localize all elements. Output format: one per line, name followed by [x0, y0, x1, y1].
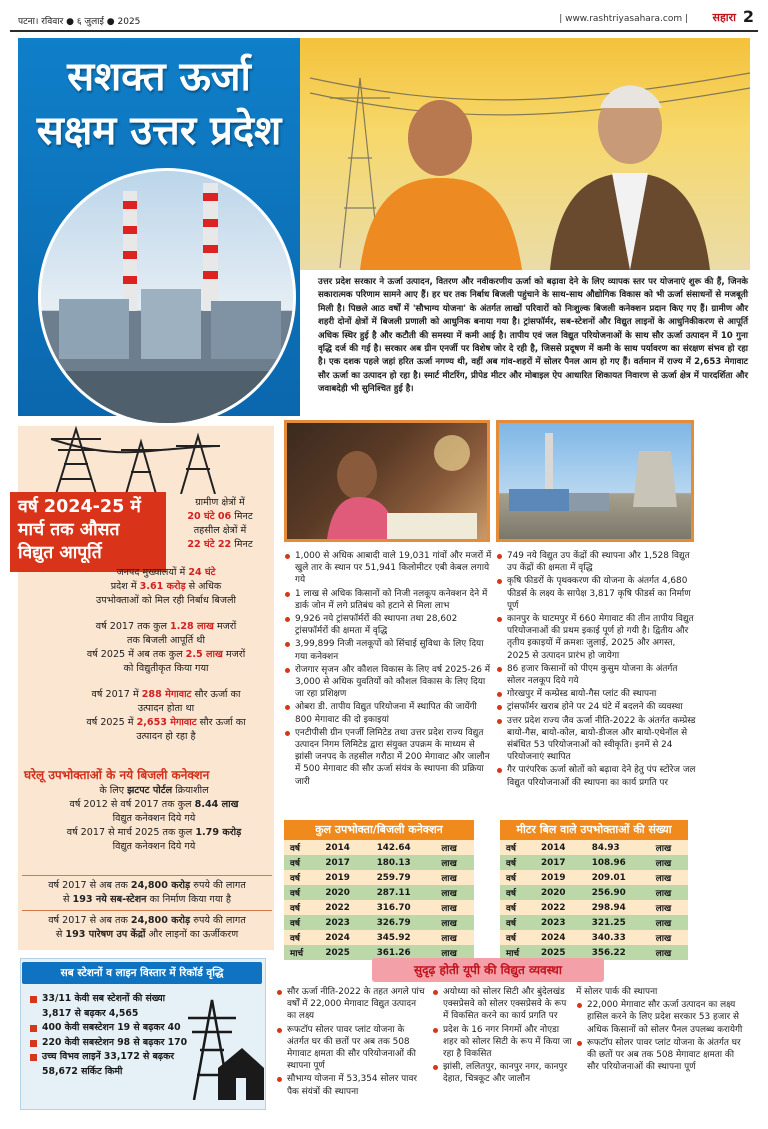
table_consumers-cell-label: वर्ष: [290, 843, 300, 854]
substation-cost-1: 24,800 करोड़: [130, 880, 191, 891]
connections-2012-2017: 8.44 लाख: [194, 799, 239, 810]
list-item: सौर ऊर्जा नीति-2022 के तहत अगले पांच वर्षों में 22,000 मेगावाट विद्युत उत्पादन का लक्ष्य: [276, 986, 426, 1023]
solar-line2: उत्पादन होता था: [137, 703, 195, 714]
record-growth-list: [28, 992, 192, 1079]
meters-table: [500, 820, 688, 960]
table_consumers-cell-year: 2017: [325, 857, 350, 868]
table_meters-cell-year: 2019: [541, 872, 566, 883]
col3-continuation: में सोलर पार्क की स्थापना: [576, 987, 658, 997]
table_consumers-cell-unit: लाख: [441, 918, 457, 929]
hero-title-line2: सक्षम उत्तर प्रदेश: [36, 108, 282, 154]
list-item: [28, 1050, 192, 1079]
tehsil-label: तहसील क्षेत्रों में: [193, 525, 247, 536]
domestic-line5: विद्युत कनेक्शन दिये गये: [112, 841, 196, 852]
table_meters-cell-value: 256.90: [591, 887, 626, 898]
list-item: एनटीपीसी ग्रीन एनर्जी लिमिटेड तथा उत्तर प्रदेश राज्य विद्युत उत्पादन निगम लिमिटेड द्वारा संयुक्त उपक्रम के माध्यम से झांसी जनपद के तहसील गरौठा में 200 मेगावाट और जालौन में 500 मेगावाट की सौर ऊर्जा संयंत्र के स्थापना की प्रक्रिया जारी: [284, 727, 492, 788]
table_consumers-cell-label: वर्ष: [290, 903, 300, 914]
district-text1: जनपद मुख्यालयों में: [116, 567, 186, 578]
meters-table-title: मीटर बिल वाले उपभोक्ताओं की संख्या: [500, 820, 688, 840]
table_consumers-cell-value: 316.70: [376, 902, 411, 913]
table_meters-cell-unit: लाख: [655, 933, 672, 944]
power-plant-illustration: [41, 171, 296, 426]
list-item: रोजगार सृजन और कौशल विकास के लिए वर्ष 2025-26 में 3,000 से अधिक युवतियों को कौशल विकास के लिए दिया जा रहा प्रशिक्षण: [284, 664, 492, 701]
table_consumers-cell-year: 2020: [325, 887, 350, 898]
table_meters-cell-unit: लाख: [655, 873, 672, 884]
table_consumers-cell-label: वर्ष: [290, 873, 300, 884]
table_consumers-cell-year: 2019: [325, 872, 350, 883]
solar-value-2025: 2,653 मेगावाट: [136, 717, 197, 728]
table-row: [284, 870, 474, 885]
majra-line3-a: वर्ष 2025 में अब तक कुल: [86, 649, 183, 660]
table-row: [500, 870, 688, 885]
table_consumers-cell-value: 259.79: [376, 872, 411, 883]
table_meters-cell-year: 2014: [541, 842, 566, 853]
record-growth-title: सब स्टेशनों व लाइन विस्तार में रिकॉर्ड वृद्धि: [22, 962, 262, 984]
rg-item-4-b: 58,672 सर्किट किमी: [42, 1065, 123, 1077]
tehsil-value: 22 घंटे 22: [187, 539, 232, 550]
list-item: 9,926 नये ट्रांसफॉर्मरों की स्थापना तथा 28,602 ट्रांसफॉर्मरों की क्षमता में वृद्धि: [284, 613, 492, 637]
table_consumers-cell-label: वर्ष: [290, 918, 300, 929]
substation-line1-a: वर्ष 2017 से अब तक: [48, 880, 128, 891]
table_meters-cell-label: वर्ष: [506, 873, 516, 884]
transmission-tower-icon: [36, 424, 236, 494]
table_consumers-cell-label: वर्ष: [290, 933, 300, 944]
table-row: [284, 915, 474, 930]
list-item: 3,99,899 निजी नलकूपों को सिंचाई सुविधा के लिए दिया गया कनेक्शन: [284, 638, 492, 662]
table_consumers-cell-value: 180.13: [376, 857, 411, 868]
leaders-photo: [300, 38, 750, 270]
table_meters-cell-value: 209.01: [591, 872, 626, 883]
table_consumers-cell-unit: लाख: [441, 948, 457, 959]
domestic-connections-heading: घरेलू उपभोक्ताओं के नये बिजली कनेक्शन: [24, 768, 210, 782]
solar-line1-a: वर्ष 2017 में: [91, 689, 139, 700]
district-stats: [60, 566, 272, 608]
table_meters-cell-label: वर्ष: [506, 858, 516, 869]
table_meters-cell-value: 298.94: [591, 902, 626, 913]
table_meters-cell-label: वर्ष: [506, 903, 516, 914]
list-item: [28, 992, 192, 1021]
list-item: 749 नये विद्युत उप केंद्रों की स्थापना और 1,528 विद्युत उप केंद्रों की क्षमता में वृद्धि: [496, 550, 696, 574]
substation-cost-2: 24,800 करोड़: [130, 915, 191, 926]
table_consumers-cell-unit: लाख: [441, 903, 457, 914]
table_meters-cell-year: 2023: [541, 917, 566, 928]
table_meters-cell-label: वर्ष: [506, 888, 516, 899]
domestic-line1-a: के लिए: [99, 785, 125, 796]
majra-value-2017: 1.28 लाख: [170, 621, 214, 632]
list-item: उत्तर प्रदेश राज्य जैव ऊर्जा नीति-2022 के अंतर्गत कम्प्रेस्ड बायो-गैस, बायो-कोल, बायो-डीजल और बायो-एथेनॉल से संबंधित 53 परियोजनाओं को स्वीकृति। इनमें से 24 परियोजनाएं स्थापित: [496, 715, 696, 764]
rural-label: ग्रामीण क्षेत्रों में: [195, 497, 245, 508]
solar-line3-a: वर्ष 2025 में: [86, 717, 134, 728]
list-item: कृषि फीडरों के पृथक्करण की योजना के अंतर्गत 4,680 फीडर्स के लक्ष्य के सापेक्ष 3,817 कृषि फीडर्स का निर्माण पूर्ण: [496, 575, 696, 612]
hero-title: [18, 50, 300, 158]
table_meters-cell-unit: लाख: [655, 888, 672, 899]
new-substations: 193 नये सब-स्टेशन: [72, 894, 147, 905]
list-item: गैर पारंपरिक ऊर्जा स्रोतों को बढ़ावा देने हेतु पंप स्टोरेज जल विद्युत परियोजनाओं की स्थापना का कार्य प्रगति पर: [496, 764, 696, 788]
table-row: [500, 885, 688, 900]
strong-up-title: सुदृढ़ होती यूपी की विद्युत व्यवस्था: [372, 958, 604, 982]
table-row: [500, 930, 688, 945]
substation-line4-b: और लाइनों का ऊर्जीकरण: [148, 929, 239, 940]
district-text3: से अधिक: [188, 581, 222, 592]
thermal-plant-photo: [496, 420, 694, 542]
substation-line2-a: से: [62, 894, 70, 905]
strong-up-col1: [276, 986, 426, 1099]
list-item: 22,000 मेगावाट सौर ऊर्जा उत्पादन का लक्ष्य हासिल करने के लिए प्रदेश सरकार 53 हजार से अधिक किसानों को सोलर पैनल उपलब्ध करायेगी: [576, 999, 748, 1036]
table_consumers-cell-year: 2022: [325, 902, 350, 913]
table_meters-cell-year: 2024: [541, 932, 566, 943]
table_consumers-cell-year: 2014: [325, 842, 350, 853]
table_consumers-cell-unit: लाख: [441, 933, 457, 944]
list-item: प्रदेश के 16 नगर निगमों और नोएडा शहर को सोलर सिटी के रूप में किया जा रहा है विकसित: [432, 1024, 572, 1061]
header-website: | www.rashtriyasahara.com |: [559, 14, 688, 24]
newspaper-logo: सहारा: [712, 11, 736, 24]
table_consumers-cell-unit: लाख: [441, 858, 457, 869]
table_consumers-cell-year: 2024: [325, 932, 350, 943]
table_meters-cell-unit: लाख: [655, 948, 672, 959]
table_meters-cell-value: 356.22: [591, 947, 626, 958]
table_consumers-cell-year: 2023: [325, 917, 350, 928]
solar-stats: [60, 688, 272, 744]
majra-line2: तक बिजली आपूर्ति थी: [127, 635, 205, 646]
consumers-table-body: [284, 840, 474, 960]
majra-line1-b: मजरों: [216, 621, 237, 632]
substation-stats: [22, 872, 272, 942]
list-item: 1,000 से अधिक आबादी वाले 19,031 गांवों और मजरों में खुले तार के स्थान पर 51,941 किलोमीटर एबी केबल लगाये गये: [284, 550, 492, 587]
district-value: 24 घंटे: [188, 567, 216, 578]
transmission-centers: 193 पारेषण उप केंद्रों: [65, 929, 146, 940]
substation-line3-b: रुपये की लागत: [193, 915, 246, 926]
list-item: 1 लाख से अधिक किसानों को निजी नलकूप कनेक्शन देने में डार्क जोन में लगे प्रतिबंध को हटाने से मिला लाभ: [284, 588, 492, 612]
header-dateline: पटना। रविवार ● ६ जुलाई ● 2025: [18, 17, 141, 27]
solar-line1-b: सौर ऊर्जा का: [194, 689, 241, 700]
table_consumers-cell-year: 2025: [325, 947, 350, 958]
substation-line3-a: वर्ष 2017 से अब तक: [48, 915, 128, 926]
table_meters-cell-label: वर्ष: [506, 843, 516, 854]
divider: [22, 910, 272, 911]
table-row: [500, 915, 688, 930]
tower-house-icon: [184, 990, 264, 1100]
solar-value-2017: 288 मेगावाट: [141, 689, 192, 700]
table_meters-cell-label: वर्ष: [506, 933, 516, 944]
table_consumers-cell-unit: लाख: [441, 888, 457, 899]
list-item: 86 हजार किसानों को पीएम कुसुम योजना के अंतर्गत सोलर नलकूप दिये गये: [496, 663, 696, 687]
domestic-line2-a: वर्ष 2012 से वर्ष 2017 तक कुल: [69, 799, 192, 810]
power-plant-photo: [38, 168, 296, 426]
substation-line4-a: से: [55, 929, 63, 940]
table-row: [284, 840, 474, 855]
table_consumers-cell-value: 142.64: [376, 842, 411, 853]
leaders-photo-illustration: [300, 38, 750, 270]
table-row: [284, 885, 474, 900]
list-item: झांसी, ललितपुर, कानपुर नगर, कानपुर देहात, चित्रकूट और जालौन: [432, 1061, 572, 1085]
table_consumers-cell-label: वर्ष: [290, 888, 300, 899]
strong-up-col2: [432, 986, 572, 1087]
list-item: रूफटॉप सोलर पावर प्लांट योजना के अंतर्गत घर की छतों पर अब तक 508 मेगावाट क्षमता की सौर परियोजनाओं की स्थापना पूर्ण: [576, 1037, 748, 1074]
list-item: कानपुर के घाटमपुर में 660 मेगावाट की तीन तापीय विद्युत परियोजनाओं की प्रथम इकाई पूर्ण हो गयी है। द्वितीय और तृतीय इकाइयों में क्रमशः जुलाई, 2025 और अगस्त, 2025 से उत्पादन प्रारंभ हो जायेगा: [496, 613, 696, 662]
rg-item-4-a: उच्च विभव लाइनें 33,172 से बढ़कर: [42, 1051, 175, 1062]
table_consumers-cell-label: मार्च: [290, 948, 304, 959]
rural-unit: मिनट: [234, 511, 253, 522]
table-row: [284, 855, 474, 870]
table_meters-cell-unit: लाख: [655, 858, 672, 869]
table_meters-cell-value: 321.25: [591, 917, 626, 928]
district-text4: उपभोक्ताओं को मिल रही निर्बाध बिजली: [96, 595, 236, 606]
list-item: अयोध्या को सोलर सिटी और बुंदेलखंड एक्सप्रेसवे को सोलर एक्सप्रेसवे के रूप में विकसित करने का कार्य प्रगति पर: [432, 986, 572, 1023]
intro-paragraph: उत्तर प्रदेश सरकार ने ऊर्जा उत्पादन, वितरण और नवीकरणीय ऊर्जा को बढ़ावा देने के लिए व्यापक स्तर पर योजनाएं शुरू की हैं, जिनके सकारात्मक परिणाम सामने आए हैं। हर घर तक निर्बाध बिजली पहुंचाने के साथ-साथ औद्योगिक विकास को भी ऊर्जा संसाधनों से मजबूती मिली है। पिछले आठ वर्षों में 'सौभाग्य योजना' के अंतर्गत लाखों परिवारों को निःशुल्क बिजली कनेक्शन प्रदान किए गए हैं। ग्रामीण और शहरी दोनों क्षेत्रों में बिजली प्रणाली को आधुनिक बनाया गया है। ट्रांसफॉर्मर, सब-स्टेशनों और विद्युत लाइनों के आधुनिकीकरण से आपूर्ति अधिक स्थिर हुई है और कटौती की समस्या में कमी आई है। तापीय एवं जल विद्युत परियोजनाओं के साथ सौर ऊर्जा उत्पादन में 10 गुना वृद्धि दर्ज की गई है। सरकार अब ग्रीन एनर्जी पर विशेष जोर दे रही है, जिससे प्रदूषण में कमी के साथ पर्यावरण का संरक्षण संभव हो रहा है। एक दशक पहले जहां हरित ऊर्जा नगण्य थी, वहीं अब गांव-शहरों में सोलर पैनल आम हो गए हैं। वर्तमान में राज्य में 2,653 मेगावाट सौर ऊर्जा का उत्पादन हो रहा है। स्मार्ट मीटरिंग, प्रीपेड मीटर और मोबाइल ऐप आधारित शिकायत निवारण से ऊर्जा क्षेत्र में पारदर्शिता और जवाबदेही भी सुनिश्चित हुई है।: [318, 277, 748, 395]
avg-supply-heading: वर्ष 2024-25 में मार्च तक औसत विद्युत आपूर्ति: [10, 492, 166, 572]
table_meters-cell-year: 2022: [541, 902, 566, 913]
table-row: [500, 900, 688, 915]
jhatpat-portal: झटपट पोर्टल: [127, 785, 173, 796]
meters-table-body: [500, 840, 688, 960]
table_consumers-cell-unit: लाख: [441, 843, 457, 854]
list-item: [576, 986, 748, 998]
table-row: [284, 900, 474, 915]
table_meters-cell-year: 2020: [541, 887, 566, 898]
majra-value-2025: 2.5 लाख: [185, 649, 223, 660]
table_meters-cell-year: 2017: [541, 857, 566, 868]
table_consumers-cell-value: 326.79: [376, 917, 411, 928]
consumers-table: [284, 820, 474, 960]
table_consumers-cell-value: 361.26: [376, 947, 411, 958]
right-bullet-list: [496, 550, 696, 790]
list-item: सौभाग्य योजना में 53,354 सोलर पावर पैक संयंत्रों की स्थापना: [276, 1073, 426, 1097]
list-item: [28, 1021, 192, 1036]
table-row: [500, 855, 688, 870]
table_meters-cell-label: मार्च: [506, 948, 520, 959]
girl-studying-photo: [284, 420, 490, 542]
table_meters-cell-unit: लाख: [655, 918, 672, 929]
substation-line2-b: का निर्माण किया गया है: [149, 894, 232, 905]
table_meters-cell-value: 84.93: [591, 842, 620, 853]
majra-line1-a: वर्ष 2017 तक कुल: [95, 621, 167, 632]
list-item: ओबरा डी. तापीय विद्युत परियोजना में स्थापित की जायेंगी 800 मेगावाट की दो इकाइयां: [284, 701, 492, 725]
list-item: गोरखपुर में कम्प्रेस्ड बायो-गैस प्लांट की स्थापना: [496, 688, 696, 700]
table_meters-cell-year: 2025: [541, 947, 566, 958]
majra-line4: को विद्युतीकृत किया गया: [123, 663, 209, 674]
list-item: [28, 1036, 192, 1051]
thermal-plant-illustration: [499, 423, 691, 539]
table-row: [284, 930, 474, 945]
table_meters-cell-value: 340.33: [591, 932, 626, 943]
table_consumers-cell-value: 345.92: [376, 932, 411, 943]
table_meters-cell-unit: लाख: [655, 903, 672, 914]
majra-line3-b: मजरों: [225, 649, 246, 660]
solar-line4: उत्पादन हो रहा है: [136, 731, 196, 742]
strong-up-col3: [576, 986, 748, 1074]
district-text2: प्रदेश में: [110, 581, 137, 592]
table_consumers-cell-label: वर्ष: [290, 858, 300, 869]
majra-stats: [60, 620, 272, 676]
list-item: रूफटॉप सोलर पावर प्लांट योजना के अंतर्गत घर की छतों पर अब तक 508 मेगावाट क्षमता की सौर परियोजनाओं की स्थापना पूर्ण: [276, 1024, 426, 1073]
substation-line1-b: रुपये की लागत: [193, 880, 246, 891]
table_meters-cell-label: वर्ष: [506, 918, 516, 929]
page-header: [10, 6, 758, 32]
rural-tehsil-stats: [168, 496, 272, 552]
domestic-line3: विद्युत कनेक्शन दिये गये: [112, 813, 196, 824]
table-row: [500, 840, 688, 855]
district-value2: 3.61 करोड़: [139, 581, 186, 592]
list-item: ट्रांसफॉर्मर खराब होने पर 24 घंटे में बदलने की व्यवस्था: [496, 701, 696, 713]
table_meters-cell-unit: लाख: [655, 843, 672, 854]
table_consumers-cell-value: 287.11: [376, 887, 411, 898]
rg-item-1-b: 3,817 से बढ़कर 4,565: [42, 1007, 139, 1019]
consumers-table-title: कुल उपभोक्ता/बिजली कनेक्शन: [284, 820, 474, 840]
domestic-line1-b: क्रियाशील: [175, 785, 209, 796]
table_meters-cell-value: 108.96: [591, 857, 626, 868]
table_consumers-cell-unit: लाख: [441, 873, 457, 884]
rural-value: 20 घंटे 06: [187, 511, 232, 522]
domestic-stats: [36, 784, 272, 854]
girl-photo-illustration: [287, 423, 487, 539]
tehsil-unit: मिनट: [234, 539, 253, 550]
hero-title-line1: सशक्त ऊर्जा: [67, 54, 251, 100]
mid-bullet-list: [284, 550, 492, 789]
solar-line3-b: सौर ऊर्जा का: [199, 717, 246, 728]
domestic-line4-a: वर्ष 2017 से मार्च 2025 तक कुल: [66, 827, 193, 838]
rg-item-2: 400 केवी सबस्टेशन 19 से बढ़कर 40: [42, 1022, 181, 1033]
rg-item-3: 220 केवी सबस्टेशन 98 से बढ़कर 170: [42, 1036, 188, 1048]
divider: [22, 875, 272, 876]
rg-item-1-a: 33/11 केवी सब स्टेशनों की संख्या: [42, 993, 166, 1004]
page-number: 2: [742, 7, 754, 26]
connections-2017-2025: 1.79 करोड़: [195, 827, 242, 838]
